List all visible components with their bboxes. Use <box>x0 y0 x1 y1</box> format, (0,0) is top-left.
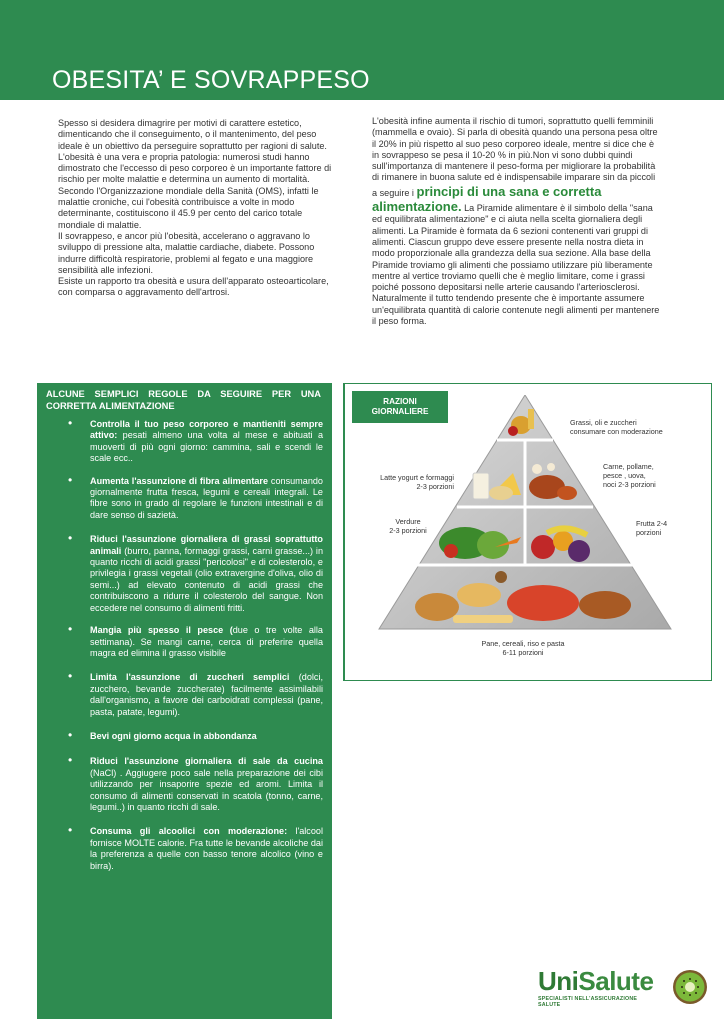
bullet-icon: • <box>68 416 73 430</box>
highlight-text: principi di una sana e corretta alimentazione. <box>372 183 602 215</box>
label-line: noci 2-3 porzioni <box>603 480 656 489</box>
rule-bold: Aumenta l'assunzione di fibra alimentare <box>90 475 269 486</box>
logo-brand <box>538 967 658 995</box>
unisalute-logo <box>538 967 658 1007</box>
paragraph: L'obesità è una vera e propria patologia: numerosi studi hanno dimostrato che l'eccesso di peso corporeo è un importante fattore di rischio per molte malattie e determina un aumento di mortalità. Secondo l'Organizzazione mondiale della Sanità (OMS), infatti le malattie croniche, cui l'obesità contribuisce a volte in modo determinante, costituiscono il 45.9 per cento del carico totale mondiale di malattie. <box>58 151 332 230</box>
rule-bold: Mangia più spesso il pesce ( <box>90 625 233 636</box>
bread <box>415 593 459 621</box>
bullet-icon: • <box>68 823 73 838</box>
logo-brand-part: Uni <box>538 966 579 996</box>
label-pane <box>474 639 572 657</box>
rule-text: (dolci, zucchero, bevande zuccherate) facilmente assimilabili dall'organismo, a favore dei carboidrati complessi (pane, pasta, patate, legumi). <box>90 672 323 717</box>
oil-bottle <box>528 409 534 429</box>
rule-bold: Controlla il tuo peso corporeo e mantieniti sempre attivo: <box>90 419 323 441</box>
crackers <box>453 615 513 623</box>
list-item <box>66 622 323 659</box>
label-line: porzioni <box>636 528 662 537</box>
spaghetti-plate <box>507 585 579 621</box>
rule-bold: Riduci l'assunzione giornaliera di grassi soprattutto animali <box>90 534 323 556</box>
kiwi-icon <box>672 969 708 1005</box>
rule-text: due o tre volte alla settimana). Se mangi carne, cerca di preferire quella magra ed elimina il grasso visibile <box>90 625 323 658</box>
header-banner <box>0 0 724 100</box>
loaf <box>579 591 631 619</box>
page-title: OBESITA’ E SOVRAPPESO <box>52 66 370 94</box>
bullet-icon: • <box>68 622 73 637</box>
fish <box>557 486 577 500</box>
rule-text: consumando giornalmente frutta fresca, legumi e cereali integrali. Le fibre sono in grado di regolare le funzioni intestinali e di dare senso di sazietà. <box>90 475 323 520</box>
label-line: Verdure <box>395 517 421 526</box>
label-line: Frutta 2-4 <box>636 519 668 528</box>
bullet-icon: • <box>68 753 73 768</box>
list-item <box>66 669 323 718</box>
label-line: Carne, pollame, <box>603 462 654 471</box>
rules-box <box>37 383 332 1019</box>
paragraph-text: L'obesità infine aumenta il rischio di tumori, soprattutto quelli femminili (mammella e ovaio). Si parla di obesità quando una persona pesa oltre il 20% in più rispetto al suo peso corporeo ideale, mentre si dice che è in sovrappeso se pesa il 10-20 % in più.Non vi sono dubbi quindi sull'importanza di mantenere il peso-forma per migliorare la probabilità di rimanere in buona salute ed è indispensabile imparare sin da piccoli a seguire i <box>372 116 658 198</box>
rules-list <box>66 416 323 872</box>
right-column <box>372 116 660 327</box>
apple <box>531 535 555 559</box>
list-item <box>66 531 323 614</box>
paragraph-text: La Piramide alimentare è il simbolo della "sana ed equilibrata alimentazione" e ci aiuta nella scelta giornaliera degli alimenti. La Piramide è formata da 6 sezioni contenenti vari gruppi di alimenti. Ciascun gruppo deve essere presente nella nostra dieta in modo proporzionale alla grandezza della sua sezione. Alla base della Piramide troviamo gli alimenti che possiamo utilizzare più liberamente mentre al vertice troviamo quelli che è meglio limitare, come i grassi poiché possono depositarsi nelle arterie causando l'arteriosclerosi. Naturalmente il tutto tendendo presente che è importante assumere un'equilibrata quantità di calorie contenute negli alimenti per mantenere il peso forma. <box>372 203 660 327</box>
rule-text: (burro, panna, formaggi grassi, carni grasse...) in quanto ricchi di acidi grassi "pericolosi" e di colesterolo, e privilegia i grassi vegetali (olio extravergine d'oliva, olio di semi...) ad elevato contenuto di acidi grassi che contribuiscono a ridurre il colesterolo del sangue. Non eccedere nel consumo di alimenti fritti. <box>90 545 323 613</box>
rule-text: l'alcool fornisce MOLTE calorie. Fra tutte le bevande alcoliche dai la preferenza a quelle con basso tenore alcolico (vino e birra). <box>90 826 323 871</box>
label-line: Grassi, oli e zuccheri <box>570 418 637 427</box>
grapes <box>568 540 590 562</box>
bullet-icon: • <box>68 472 73 487</box>
rule-text: pesati almeno una volta al mese e abituati a muoverti di più ogni giorno: cammina, sali e scendi le scale ecc.. <box>90 430 323 464</box>
candy <box>508 426 518 436</box>
left-column <box>58 118 336 299</box>
label-grassi <box>570 418 663 436</box>
bullet-icon: • <box>68 669 73 684</box>
label-line: 2-3 porzioni <box>389 526 427 535</box>
milk-carton <box>473 473 489 499</box>
pyramid-tag-line: GIORNALIERE <box>371 407 429 416</box>
cereal <box>495 571 507 583</box>
bullet-icon: • <box>68 727 73 742</box>
paragraph: Spesso si desidera dimagrire per motivi di carattere estetico, dimenticando che il conseguimento, o il mantenimento, del peso ideale è un obiettivo da perseguire soprattutto per ragioni di salute. <box>58 118 327 151</box>
label-line: consumare con moderazione <box>570 427 663 436</box>
list-item <box>66 753 323 813</box>
tomato <box>444 544 458 558</box>
egg <box>532 464 542 474</box>
egg <box>547 463 555 471</box>
list-item <box>66 472 323 522</box>
label-verdure <box>382 517 434 535</box>
label-frutta <box>636 519 667 537</box>
rule-text: (NaCl) . Aggiugere poco sale nella preparazione dei cibi utilizzando per insaporire spezie ed aromi. Limita il consumo di alimenti conservati in scatola (tonno, carne, legumi..) in quanto ricchi di sale. <box>90 767 323 812</box>
label-line: Pane, cereali, riso e pasta <box>481 639 565 648</box>
rule-bold: Consuma gli alcoolici con moderazione: <box>90 826 288 837</box>
pasta <box>457 583 501 607</box>
list-item <box>66 416 323 465</box>
paragraph: Il sovrappeso, e ancor più l'obesità, accelerano o aggravano lo sviluppo di pressione alta, malattie cardiache, diabete. Possono indurre difficoltà respiratorie, problemi al fegato e una maggiore sensibilità alle infezioni. <box>58 230 315 275</box>
label-carne <box>603 462 656 489</box>
cheese-wheel <box>489 486 513 500</box>
rule-bold: Bevi ogni giorno acqua in abbondanza <box>90 730 257 741</box>
paragraph: Esiste un rapporto tra obesità e usura dell'apparato osteoarticolare, con comparsa o aggravamento dell'artrosi. <box>58 276 329 298</box>
list-item <box>66 823 323 872</box>
bullet-icon: • <box>68 531 73 546</box>
paragraph <box>372 116 660 327</box>
list-item <box>66 727 323 742</box>
label-line: 2-3 porzioni <box>416 482 454 491</box>
pyramid-tag-line: RAZIONI <box>383 396 417 406</box>
rule-bold: Limita l'assunzione di zuccheri semplici <box>90 672 290 683</box>
rules-title: ALCUNE SEMPLICI REGOLE DA SEGUIRE PER UNA CORRETTA ALIMENTAZIONE <box>46 389 321 411</box>
label-latte <box>376 473 454 491</box>
logo-tagline: SPECIALISTI NELL'ASSICURAZIONE SALUTE <box>538 996 638 1008</box>
rule-bold: Riduci l'assunzione giornaliera di sale da cucina <box>90 756 323 767</box>
logo-brand-part: Salute <box>578 966 654 996</box>
label-line: pesce , uova, <box>603 471 646 480</box>
label-line: 6-11 porzioni <box>502 648 544 657</box>
label-line: Latte yogurt e formaggi <box>380 473 454 482</box>
